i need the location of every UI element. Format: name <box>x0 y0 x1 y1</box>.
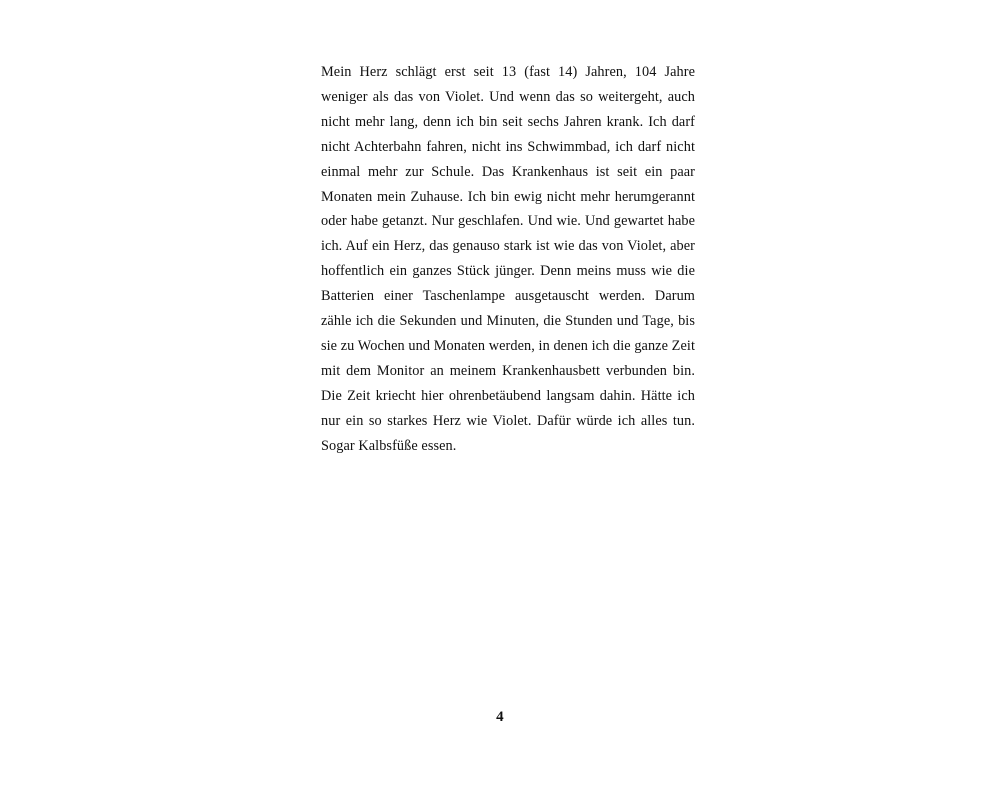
page-number: 4 <box>496 709 504 725</box>
body-paragraph: Mein Herz schlägt erst seit 13 (fast 14) Jahren, 104 Jahre weniger als das von Violet. Und wenn das so weitergeht, auch nicht mehr lang, denn ich bin seit sechs Jahren krank. Ich darf nicht Achterbahn fahren, nicht ins Schwimmbad, ich darf nicht einmal mehr zur Schule. Das Krankenhaus ist seit ein paar Monaten mein Zuhause. Ich bin ewig nicht mehr herumgerannt oder habe getanzt. Nur geschlafen. Und wie. Und gewartet habe ich. Auf ein Herz, das genauso stark ist wie das von Violet, aber hoffentlich ein ganzes Stück jünger. Denn meins muss wie die Batterien einer Taschenlampe ausgetauscht werden. Darum zähle ich die Sekunden und Minuten, die Stunden und Tage, bis sie zu Wochen und Monaten werden, in denen ich die ganze Zeit mit dem Monitor an meinem Krankenhausbett verbunden bin. Die Zeit kriecht hier ohrenbetäubend langsam dahin. Hätte ich nur ein so starkes Herz wie Violet. Dafür würde ich alles tun. Sogar Kalbsfüße essen. <box>321 64 695 454</box>
page-text-block <box>321 60 695 459</box>
page-footer <box>0 708 1000 726</box>
